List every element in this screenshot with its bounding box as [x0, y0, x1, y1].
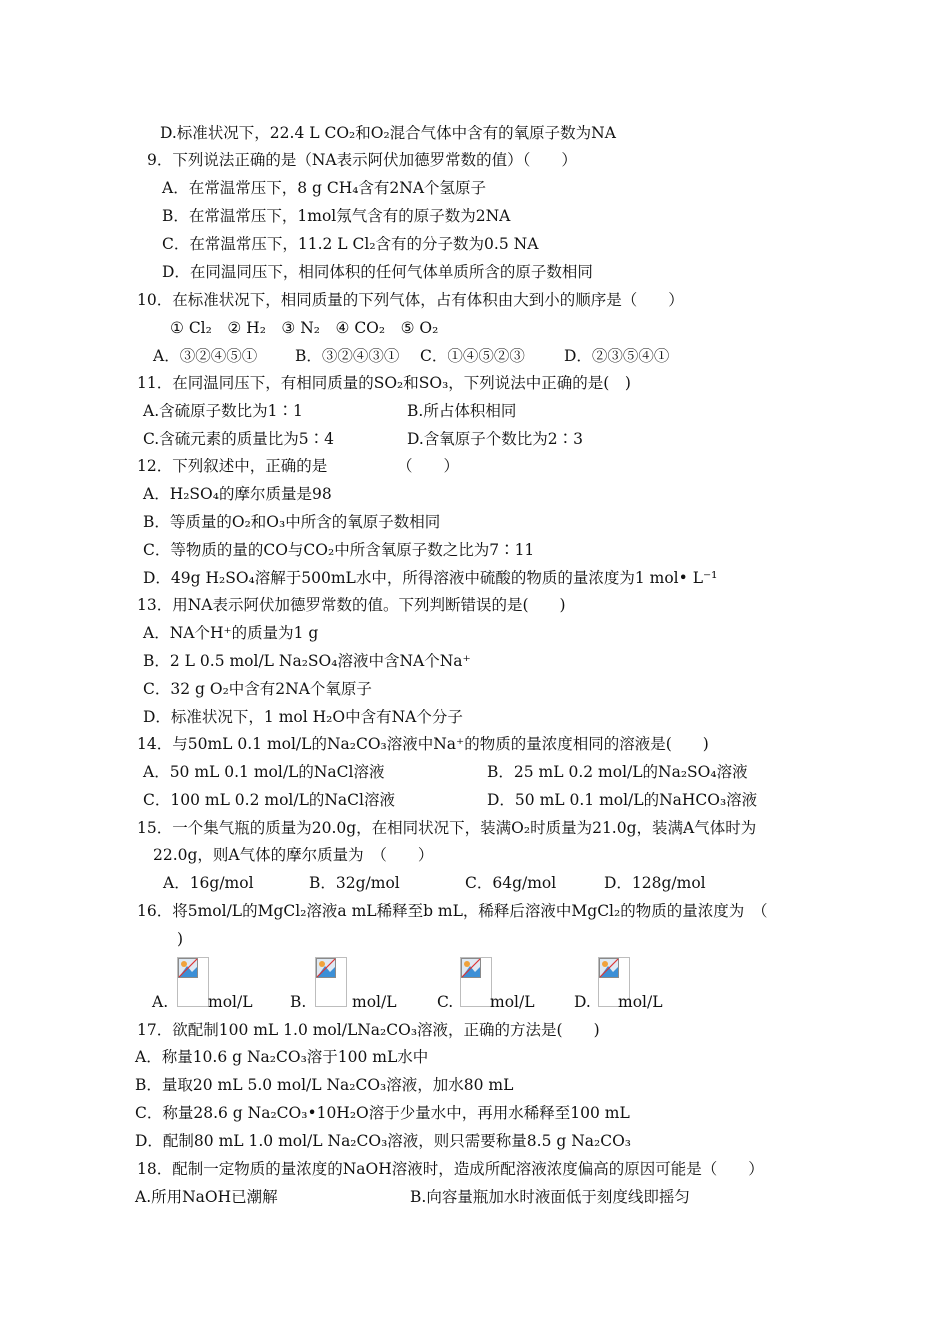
q18-option-b: B.向容量瓶加水时液面低于刻度线即摇匀 — [410, 1188, 690, 1206]
q9-option-d: D．在同温同压下，相同体积的任何气体单质所含的原子数相同 — [162, 263, 593, 281]
q17-option-b: B．量取20 mL 5.0 mol/L Na₂CO₃溶液，加水80 mL — [135, 1076, 514, 1094]
q16-option-c-unit: mol/L — [490, 993, 535, 1011]
q9-stem: 9．下列说法正确的是（NA表示阿伏加德罗常数的值）（ ） — [147, 151, 577, 169]
q17-stem: 17．欲配制100 mL 1.0 mol/LNa₂CO₃溶液，正确的方法是( ) — [137, 1021, 600, 1039]
q10-option-a: A．③②④⑤① — [153, 347, 258, 365]
q18-option-a: A.所用NaOH已潮解 — [135, 1188, 278, 1206]
q16-option-a-letter: A. — [152, 993, 169, 1011]
q17-option-c: C．称量28.6 g Na₂CO₃•10H₂O溶于少量水中，再用水稀释至100 mL — [135, 1104, 630, 1122]
broken-image-icon — [315, 957, 347, 1007]
q15-option-d: D．128g/mol — [604, 874, 706, 892]
image-placeholder-icon — [178, 958, 198, 978]
q11-option-c: C.含硫元素的质量比为5∶4 — [143, 430, 334, 448]
q13-option-b: B．2 L 0.5 mol/L Na₂SO₄溶液中含NA个Na⁺ — [143, 652, 471, 670]
q14-stem: 14．与50mL 0.1 mol/L的Na₂CO₃溶液中Na⁺的物质的量浓度相同的溶液是( ) — [137, 735, 709, 753]
image-placeholder-icon — [599, 958, 619, 978]
q17-option-d: D．配制80 mL 1.0 mol/L Na₂CO₃溶液，则只需要称量8.5 g Na₂CO₃ — [135, 1132, 632, 1150]
q13-option-d: D．标准状况下，1 mol H₂O中含有NA个分子 — [143, 708, 463, 726]
q15-stem-cont: 22.0g，则A气体的摩尔质量为 （ ） — [153, 846, 434, 864]
q11-option-b: B.所占体积相同 — [407, 402, 517, 420]
q10-stem: 10．在标准状况下，相同质量的下列气体，占有体积由大到小的顺序是（ ） — [137, 291, 684, 309]
q12-stem: 12．下列叙述中，正确的是 （ ） — [137, 457, 459, 475]
q9-option-c: C．在常温常压下，11.2 L Cl₂含有的分子数为0.5 NA — [162, 235, 539, 253]
q16-stem-cont: ) — [177, 930, 184, 948]
q14-option-b: B．25 mL 0.2 mol/L的Na₂SO₄溶液 — [487, 763, 748, 781]
broken-image-icon — [177, 957, 209, 1007]
q13-option-c: C．32 g O₂中含有2NA个氧原子 — [143, 680, 372, 698]
q16-option-c-letter: C. — [437, 993, 454, 1011]
q14-option-a: A．50 mL 0.1 mol/L的NaCl溶液 — [143, 763, 385, 781]
q18-stem: 18．配制一定物质的量浓度的NaOH溶液时，造成所配溶液浓度偏高的原因可能是（ ） — [137, 1160, 764, 1178]
q16-option-b-unit: mol/L — [352, 993, 397, 1011]
q10-option-c: C．①④⑤②③ — [420, 347, 525, 365]
q8-option-d: D.标准状况下，22.4 L CO₂和O₂混合气体中含有的氧原子数为NA — [160, 124, 616, 142]
q17-option-a: A．称量10.6 g Na₂CO₃溶于100 mL水中 — [135, 1048, 429, 1066]
q10-gas-list: ① Cl₂ ② H₂ ③ N₂ ④ CO₂ ⑤ O₂ — [170, 319, 439, 337]
q12-option-a: A．H₂SO₄的摩尔质量是98 — [143, 485, 332, 503]
q10-option-b: B．③②④③① — [295, 347, 400, 365]
q15-option-a: A．16g/mol — [163, 874, 254, 892]
broken-image-icon — [460, 957, 492, 1007]
q12-option-b: B．等质量的O₂和O₃中所含的氧原子数相同 — [143, 513, 441, 531]
q16-option-d-letter: D. — [574, 993, 591, 1011]
image-placeholder-icon — [316, 958, 336, 978]
q11-option-a: A.含硫原子数比为1∶1 — [143, 402, 303, 420]
q16-option-d-unit: mol/L — [618, 993, 663, 1011]
q13-stem: 13．用NA表示阿伏加德罗常数的值。下列判断错误的是( ) — [137, 596, 566, 614]
q9-option-a: A．在常温常压下，8 g CH₄含有2NA个氢原子 — [162, 179, 487, 197]
q9-option-b: B．在常温常压下，1mol氖气含有的原子数为2NA — [162, 207, 511, 225]
image-placeholder-icon — [461, 958, 481, 978]
q15-option-c: C．64g/mol — [465, 874, 557, 892]
q16-stem: 16．将5mol/L的MgCl₂溶液a mL稀释至b mL，稀释后溶液中MgCl₂的物质的量浓度为 （ — [137, 902, 768, 920]
q16-option-a-unit: mol/L — [208, 993, 253, 1011]
q15-option-b: B．32g/mol — [309, 874, 400, 892]
q12-option-c: C．等物质的量的CO与CO₂中所含氧原子数之比为7∶11 — [143, 541, 535, 559]
q13-option-a: A．NA个H⁺的质量为1 g — [143, 624, 319, 642]
q14-option-c: C．100 mL 0.2 mol/L的NaCl溶液 — [143, 791, 395, 809]
q16-option-b-letter: B. — [290, 993, 307, 1011]
q11-option-d: D.含氧原子个数比为2∶3 — [407, 430, 584, 448]
q10-option-d: D．②③⑤④① — [564, 347, 670, 365]
q11-stem: 11．在同温同压下，有相同质量的SO₂和SO₃，下列说法中正确的是( ) — [137, 374, 631, 392]
q14-option-d: D．50 mL 0.1 mol/L的NaHCO₃溶液 — [487, 791, 758, 809]
q15-stem: 15．一个集气瓶的质量为20.0g，在相同状况下，装满O₂时质量为21.0g，装满A气体时为 — [137, 819, 757, 837]
q12-option-d: D．49g H₂SO₄溶解于500mL水中，所得溶液中硫酸的物质的量浓度为1 mol• L⁻¹ — [143, 569, 718, 587]
